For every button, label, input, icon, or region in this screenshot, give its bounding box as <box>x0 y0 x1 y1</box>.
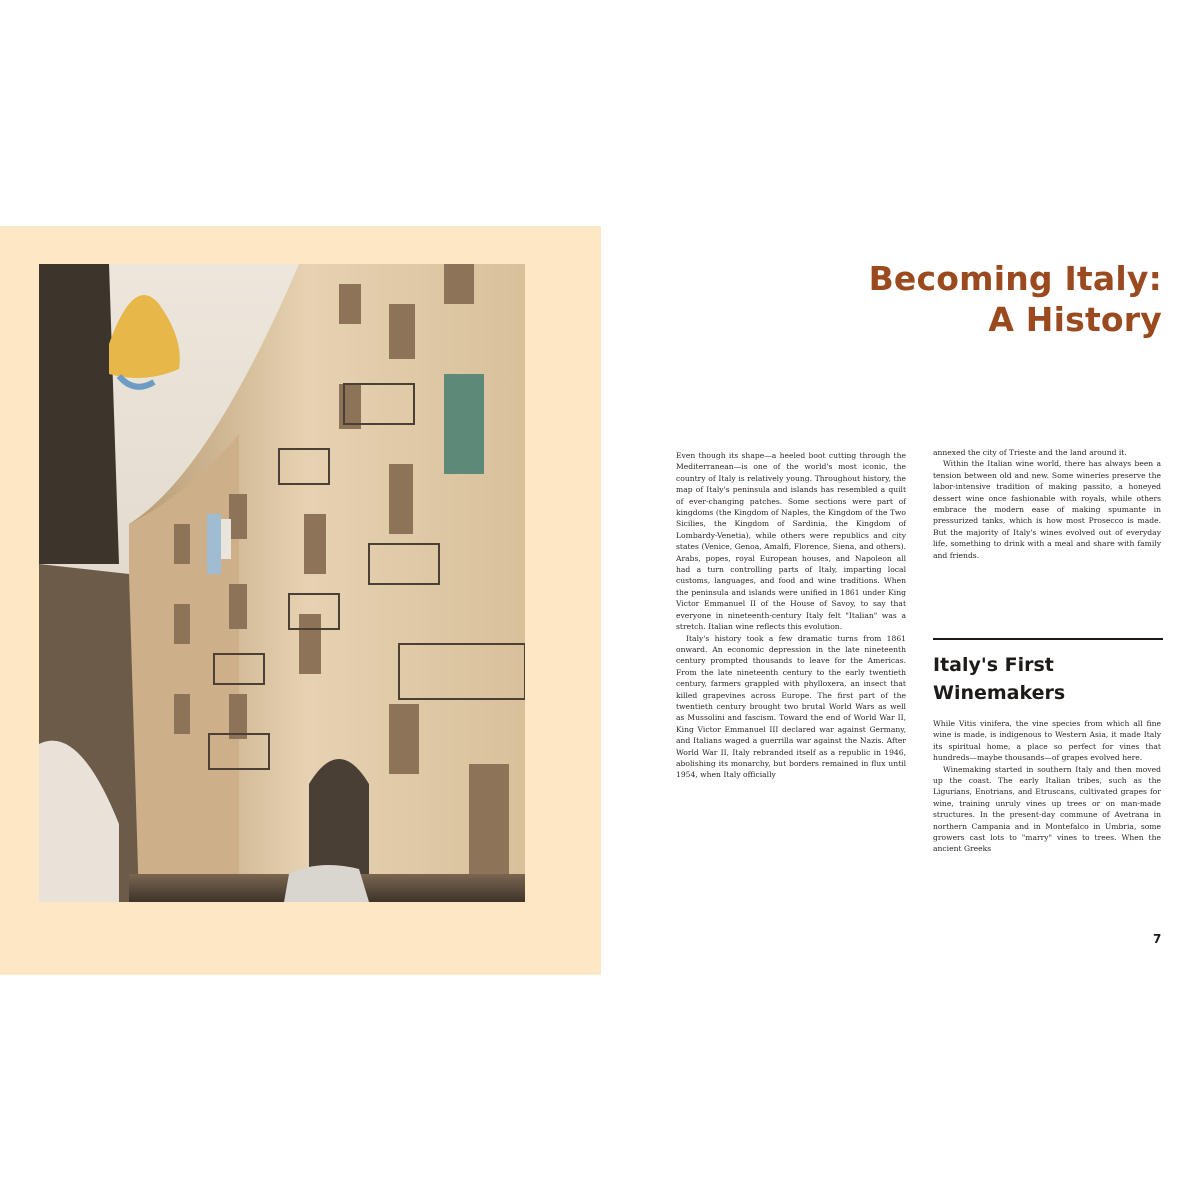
body-paragraph: While Vitis vinifera, the vine species from which all fine wine is made, is indigenous to Western Asia, it made Italy its spiritual home, a place so perfect for vines that hundreds—maybe thousands—of grapes evolved here. <box>933 719 1161 763</box>
body-paragraph: annexed the city of Trieste and the land around it. <box>933 448 1127 457</box>
street-photo <box>39 264 525 902</box>
chapter-title <box>869 258 1162 340</box>
body-paragraph: Even though its shape—a heeled boot cutting through the Mediterranean—is one of the world's most iconic, the country of Italy is relatively young. Throughout history, the map of Italy's peninsula and islands has resembled a quilt of ever-changing patches. Some sections were part of kingdoms (the Kingdom of Naples, the Kingdom of the Two Sicilies, the Kingdom of Sardinia, the Kingdom of Lombardy-Venetia), while others were republics and city states (Venice, Genoa, Amalfi, Florence, Siena, and others). Arabs, popes, royal European houses, and Napoleon all had a turn controlling parts of Italy, imparting local customs, languages, and food and wine traditions. When the peninsula and islands were unified in 1861 under King Victor Emmanuel II of the House of Savoy, to say that everyone in nineteenth-century Italy felt "Italian" was a stretch. Italian wine reflects this evolution. <box>676 451 906 632</box>
section-heading <box>933 651 1163 707</box>
section-heading-line2: Winemakers <box>933 682 1066 704</box>
body-paragraph: Italy's history took a few dramatic turns from 1861 onward. An economic depression in the late nineteenth century prompted thousands to leave for the Americas. From the late nineteenth century to the early twentieth century, farmers grappled with phylloxera, an insect that killed grapevines across Europe. The first part of the twentieth century brought two brutal World Wars as well as Mussolini and fascism. Toward the end of World War II, King Victor Emmanuel III declared war against Germany, and Italians waged a guerrilla war against the Nazis. After World War II, Italy rebranded itself as a republic in 1946, abolishing its monarchy, but borders remained in flux until 1954, when Italy officially <box>676 633 906 780</box>
left-page-panel <box>0 226 601 975</box>
body-column-3 <box>933 718 1161 855</box>
section-divider <box>933 638 1163 640</box>
body-column-1 <box>676 450 906 781</box>
section-heading-line1: Italy's First <box>933 654 1054 676</box>
chapter-title-line1: Becoming Italy: <box>868 259 1162 298</box>
body-paragraph: Winemaking started in southern Italy and then moved up the coast. The early Italian tribes, such as the Ligurians, Enotrians, and Etruscans, cultivated grapes for wine, training unruly vines up trees or on man-made structures. In the present-day commune of Avetrana in northern Campania and in Montefalco in Umbria, some growers cast lots to "marry" vines to trees. When the ancient Greeks <box>933 764 1161 854</box>
page-number: 7 <box>1153 932 1162 946</box>
street-photo-illustration <box>39 264 525 902</box>
body-column-2 <box>933 447 1161 561</box>
body-paragraph: Within the Italian wine world, there has always been a tension between old and new. Some wineries preserve the labor-intensive tradition of making passito, a honeyed dessert wine once fashionable with royals, while others embrace the modern ease of making spumante in pressurized tanks, which is how most Prosecco is made. But the majority of Italy's wines evolved out of everyday life, something to drink with a meal and share with family and friends. <box>933 459 1161 560</box>
chapter-title-line2: A History <box>988 300 1162 339</box>
